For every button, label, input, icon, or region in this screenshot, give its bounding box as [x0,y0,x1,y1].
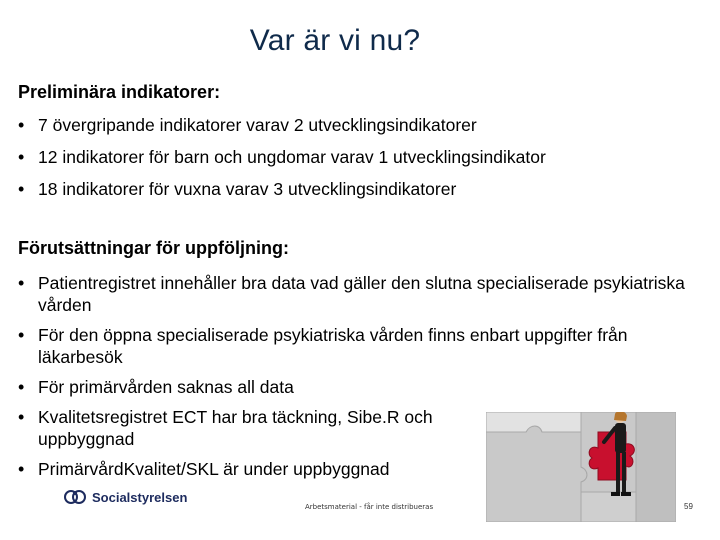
list-item [18,178,698,200]
bullet-icon: • [18,147,25,167]
socialstyrelsen-emblem-icon [64,488,86,506]
list-item [18,146,698,168]
slide-title: Var är vi nu? [249,24,421,57]
logo-text: Socialstyrelsen [92,489,188,505]
indicator-list [18,114,698,210]
bullet-icon: • [18,377,25,397]
list-item [18,114,698,136]
bullet-icon: • [18,325,25,345]
list-item-text: 7 övergripande indikatorer varav 2 utvecklingsindikatorer [38,115,477,135]
socialstyrelsen-logo [64,488,187,506]
list-item-text: 12 indikatorer för barn och ungdomar varav 1 utvecklingsindikator [38,147,546,167]
footer-note: Arbetsmaterial - får inte distribueras [305,503,434,511]
list-item [18,406,508,450]
puzzle-person-icon [486,412,676,522]
page-number: 59 [684,502,693,511]
section-heading-indicators: Preliminära indikatorer: [18,82,221,102]
list-item [18,272,698,316]
bullet-icon: • [18,407,25,427]
bullet-icon: • [18,273,25,293]
list-item-text: PrimärvårdKvalitet/SKL är under uppbyggnad [38,459,390,479]
list-item-text: För primärvården saknas all data [38,377,294,397]
list-item [18,376,698,398]
bullet-icon: • [18,115,25,135]
list-item-text: Kvalitetsregistret ECT har bra täckning, Sibe.R och uppbyggnad [38,407,433,449]
section-heading-prerequisites: Förutsättningar för uppföljning: [18,238,289,258]
list-item-text: Patientregistret innehåller bra data vad gäller den slutna specialiserade psykiatriska vården [38,273,685,315]
list-item-text: För den öppna specialiserade psykiatriska vården finns enbart uppgifter från läkarbesök [38,325,628,367]
list-item [18,324,698,368]
bullet-icon: • [18,459,25,479]
bullet-icon: • [18,179,25,199]
list-item-text: 18 indikatorer för vuxna varav 3 utvecklingsindikatorer [38,179,457,199]
